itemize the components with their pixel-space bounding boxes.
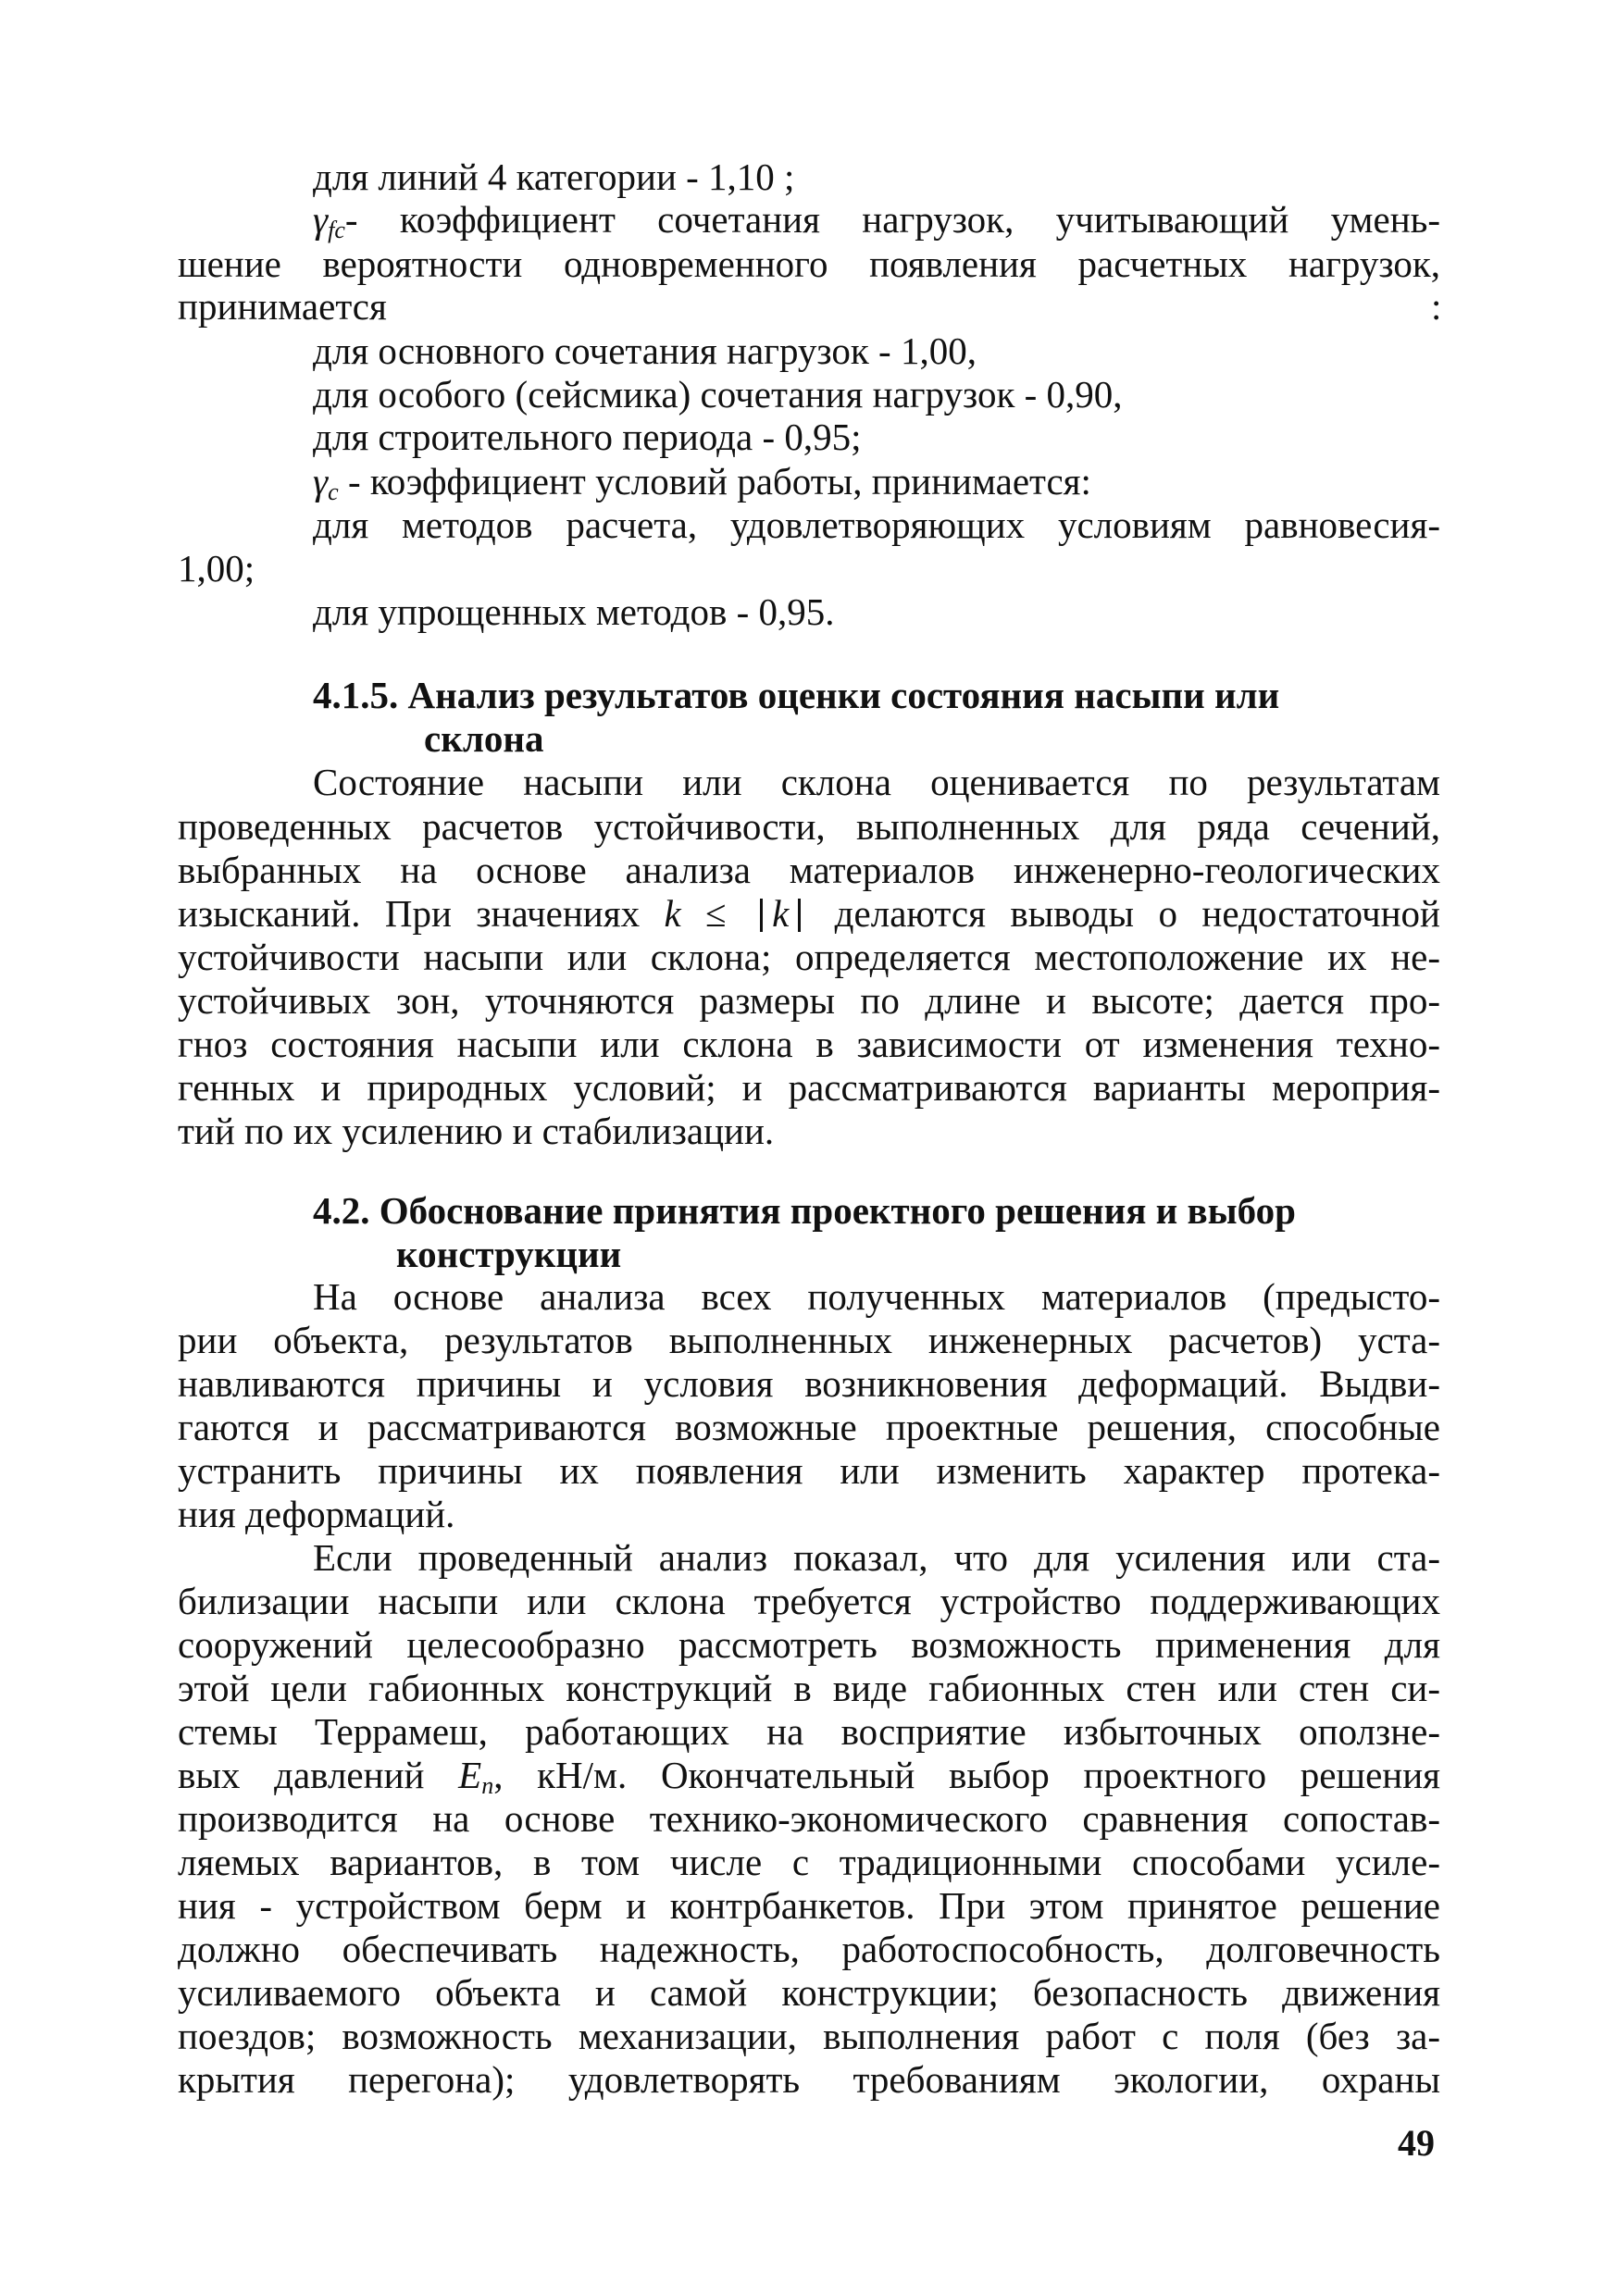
text-line: гаются и рассматриваются возможные проектные решения, способные xyxy=(178,1406,1440,1448)
text-line: стемы Террамеш, работающих на восприятие избыточных оползне- xyxy=(178,1710,1440,1753)
text-line: Если проведенный анализ показал, что для усиления или ста- xyxy=(313,1536,1440,1579)
text-line: : xyxy=(1431,285,1442,328)
text-line: принимается xyxy=(178,285,387,328)
text-line: $\gamma_c$ - коэффициент условий работы, принимается: xyxy=(313,460,1091,505)
text-line: На основе анализа всех полученных материалов (предысто- xyxy=(313,1275,1440,1318)
text-line: должно обеспечивать надежность, работоспособность, долговечность xyxy=(178,1928,1440,1970)
section-heading: конструкции xyxy=(396,1233,622,1275)
text-line: для особого (сейсмика) сочетания нагрузок - 0,90, xyxy=(313,373,1123,416)
text-line: ляемых вариантов, в том числе с традиционными способами усиле- xyxy=(178,1841,1440,1883)
text-line: рии объекта, результатов выполненных инженерных расчетов) уста- xyxy=(178,1319,1440,1361)
text-line: выбранных на основе анализа материалов инженерно-геологических xyxy=(178,849,1440,891)
text-line: устойчивых зон, уточняются размеры по длине и высоте; дается про- xyxy=(178,979,1440,1022)
text-line: тий по их усилению и стабилизации. xyxy=(178,1110,775,1152)
text-line: устранить причины их появления или изменить характер протека- xyxy=(178,1449,1440,1492)
text-line: для методов расчета, удовлетворяющих условиям равновесия- xyxy=(313,503,1440,546)
text-line: производится на основе технико-экономического сравнения сопостав- xyxy=(178,1797,1440,1840)
text-line: изысканий. При значениях k ≤ k делаются выводы о недостаточной xyxy=(178,892,1440,935)
text-line: этой цели габионных конструкций в виде габионных стен или стен си- xyxy=(178,1667,1440,1709)
text-line: усиливаемого объекта и самой конструкции; безопасность движения xyxy=(178,1971,1440,2014)
text-line: $\gamma_{fc}-$ коэффициент сочетания нагрузок, учитывающий умень- xyxy=(313,198,1440,243)
text-line: генных и природных условий; и рассматриваются варианты мероприя- xyxy=(178,1066,1440,1109)
text-line: гноз состояния насыпи или склона в зависимости от изменения техно- xyxy=(178,1023,1440,1065)
text-line: навливаются причины и условия возникновения деформаций. Выдви- xyxy=(178,1362,1440,1405)
page-number: 49 xyxy=(1398,2122,1435,2164)
text-line: ния - устройством берм и контрбанкетов. При этом принятое решение xyxy=(178,1884,1440,1927)
text-line: устойчивости насыпи или склона; определяется местоположение их не- xyxy=(178,936,1440,978)
text-line: для строительного периода - 0,95; xyxy=(313,416,862,458)
text-line: поездов; возможность механизации, выполнения работ с поля (без за- xyxy=(178,2015,1440,2057)
section-heading: 4.1.5. Анализ результатов оценки состояния насыпи или xyxy=(313,674,1280,716)
text-line: для упрощенных методов - 0,95. xyxy=(313,590,835,633)
text-line: билизации насыпи или склона требуется устройство поддерживающих xyxy=(178,1580,1440,1622)
text-line: ния деформаций. xyxy=(178,1493,455,1535)
section-heading: 4.2. Обоснование принятия проектного решения и выбор xyxy=(313,1189,1296,1232)
text-line: крытия перегона); удовлетворять требованиям экологии, охраны xyxy=(178,2058,1440,2101)
text-line: 1,00; xyxy=(178,547,255,590)
text-line: вых давлений $E_n$, кН/м. Окончательный выбор проектного решения xyxy=(178,1754,1441,1799)
text-line: для основного сочетания нагрузок - 1,00, xyxy=(313,329,977,372)
section-heading: склона xyxy=(424,717,544,760)
text-line: шение вероятности одновременного появления расчетных нагрузок, xyxy=(178,242,1440,285)
text-line: проведенных расчетов устойчивости, выполненных для ряда сечений, xyxy=(178,805,1440,848)
text-line: для линий 4 категории - 1,10 ; xyxy=(313,155,795,198)
text-line: сооружений целесообразно рассмотреть возможность применения для xyxy=(178,1623,1440,1666)
text-line: Состояние насыпи или склона оценивается по результатам xyxy=(313,761,1440,803)
